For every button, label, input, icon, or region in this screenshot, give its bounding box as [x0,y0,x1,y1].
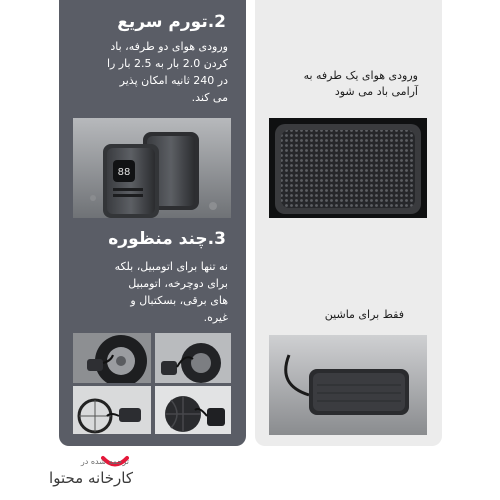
caption-line: آرامی باد می شود [334,85,418,98]
scooter-tire-photo [155,333,231,383]
logo-tagline: ترجمه شده در [80,457,129,466]
car-only-pump-photo [269,335,427,435]
fast-inflation-panel [59,0,246,446]
one-way-inlet-caption [304,68,418,100]
body-line: می کند. [191,91,228,104]
svg-text:88: 88 [117,167,131,178]
body-line: غیره. [203,311,228,324]
body-line: کردن 2.0 بار به 2.5 بار را [106,57,228,70]
pump-devices-photo [73,118,231,218]
body-line: ورودی هوای دو طرفه، باد [110,40,228,53]
single-inlet-panel [255,0,442,446]
section-3-body [115,258,228,326]
section-3-heading: 3.چند منظوره [108,229,226,249]
caption-line: ورودی هوای یک طرفه به [303,69,418,82]
logo-name: کارخانه محتوا [49,469,133,487]
body-line: در 240 ثانیه امکان پذیر [119,74,228,87]
air-inlet-closeup-photo [269,118,427,218]
body-line: نه تنها برای اتومبیل، بلکه [114,260,228,273]
body-line: برای دوچرخه، اتومبیل [128,277,228,290]
car-only-caption: فقط برای ماشین [324,308,404,321]
content-factory-logo [13,457,133,497]
section-2-body [107,38,228,106]
car-tire-photo [73,333,151,383]
bicycle-photo [73,386,151,434]
section-2-heading: 2.تورم سریع [117,12,226,32]
basketball-photo [155,386,231,434]
body-line: های برقی، بسکتبال و [130,294,228,307]
